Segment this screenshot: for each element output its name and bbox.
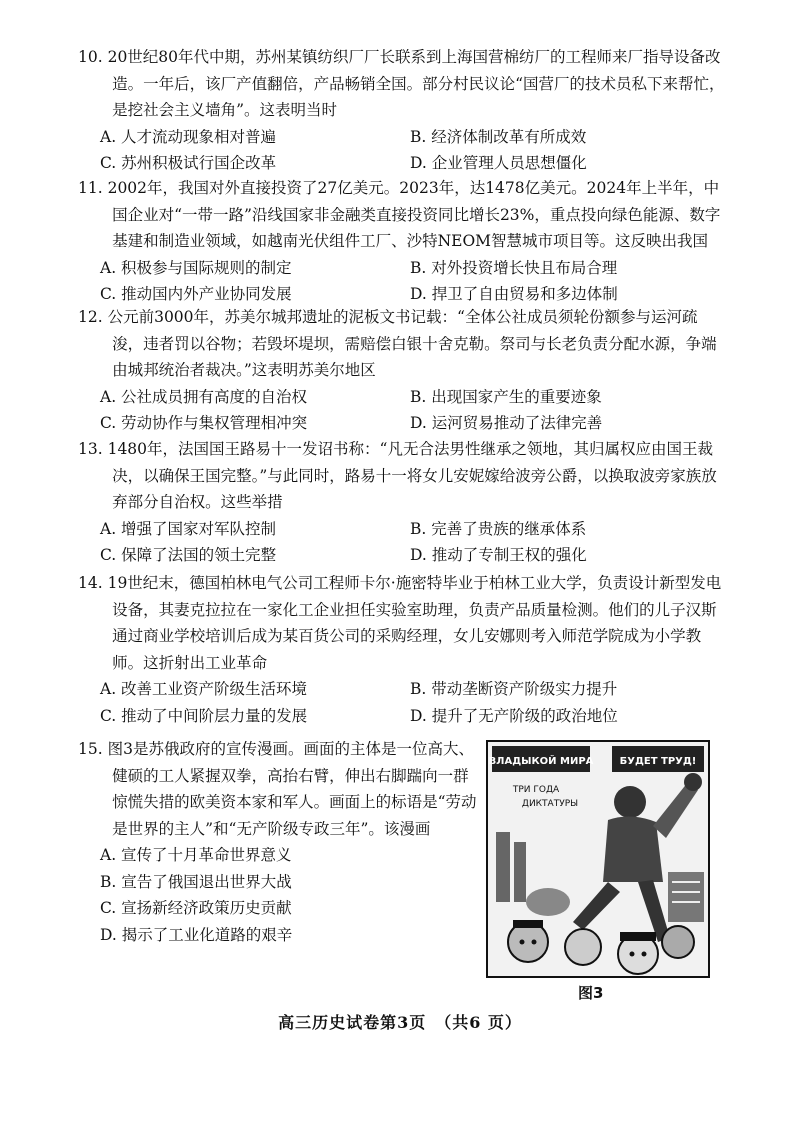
options: [100, 255, 728, 308]
question-stem: 13. 1480年，法国国王路易十一发诏书称：“凡无合法男性继承之领地，其归属权应由国王裁决，以确保王国完整。”与此同时，路易十一将女儿安妮嫁给波旁公爵，以换取波旁家族放弃部分自治权。这些举措: [78, 440, 717, 511]
poster-illustration: [488, 742, 708, 976]
option-d: D. 揭示了工业化道路的艰辛: [100, 925, 293, 944]
options: [100, 676, 728, 729]
option-b: B. 完善了贵族的继承体系: [410, 519, 587, 538]
option-d: D. 企业管理人员思想僵化: [410, 154, 587, 172]
option-d: D. 推动了专制王权的强化: [410, 546, 587, 564]
option-a: A. 改善工业资产阶级生活环境: [100, 680, 308, 698]
option-d: D. 提升了无产阶级的政治地位: [410, 706, 618, 725]
option-b: B. 宣告了俄国退出世界大战: [100, 872, 292, 891]
question-13: [78, 436, 728, 569]
option-b: B. 出现国家产生的重要迹象: [410, 387, 602, 406]
poster-slogan-2: БУДЕТ ТРУД!: [619, 756, 697, 767]
propaganda-poster-figure: [486, 740, 710, 978]
poster-slogan-1: ВЛАДЫКОЙ МИРА: [488, 756, 594, 767]
option-d: D. 捍卫了自由贸易和多边体制: [410, 285, 618, 303]
question-10: [78, 44, 728, 177]
option-a: A. 公社成员拥有高度的自治权: [100, 387, 308, 406]
question-15: [78, 736, 478, 948]
option-a: A. 宣传了十月革命世界意义: [100, 846, 292, 864]
option-a: A. 人才流动现象相对普遍: [100, 127, 277, 146]
option-b: B. 对外投资增长快且布局合理: [410, 258, 618, 277]
options: [100, 516, 728, 569]
question-14: [78, 570, 728, 729]
option-c: C. 推动了中间阶层力量的发展: [100, 706, 308, 725]
question-stem: 10. 20世纪80年代中期，苏州某镇纺织厂厂长联系到上海国营棉纺厂的工程师来厂指导设备改造。一年后，该厂产值翻倍，产品畅销全国。部分村民议论“国营厂的技术员私下来帮忙，是挖社会主义墙角”。这表明当时: [78, 48, 725, 119]
question-12: [78, 304, 728, 437]
question-stem: 11. 2002年，我国对外直接投资了27亿美元。2023年，达1478亿美元。2024年上半年，中国企业对“一带一路”沿线国家非金融类直接投资同比增长23%，重点投向绿色能源、数字基建和制造业领域，如越南光伏组件工厂、沙特NEOM智慧城市项目等。这反映出我国: [78, 179, 721, 250]
question-stem: 15. 图3是苏俄政府的宣传漫画。画面的主体是一位高大、健硕的工人紧握双拳，高抬右臂，伸出右脚踹向一群惊慌失措的欧美资本家和军人。画面上的标语是“劳动是世界的主人”和“无产阶级专政三年”。该漫画: [78, 740, 477, 838]
page-footer: 高三历史试卷第3页 （共6 页）: [278, 1013, 522, 1032]
poster-slogan-3: ТРИ ГОДА: [512, 785, 560, 795]
option-c: C. 推动国内外产业协同发展: [100, 285, 292, 303]
option-a: A. 积极参与国际规则的制定: [100, 258, 292, 277]
options: [100, 842, 478, 948]
option-c: C. 宣扬新经济政策历史贡献: [100, 899, 292, 917]
question-stem: 14. 19世纪末，德国柏林电气公司工程师卡尔·施密特毕业于柏林工业大学，负责设计新型发电设备，其妻克拉拉在一家化工企业担任实验室助理，负责产品质量检测。他们的儿子汉斯通过商业学校培训后成为某百货公司的采购经理，女儿安娜则考入师范学院成为小学教师。这折射出工业革命: [78, 574, 722, 672]
option-d: D. 运河贸易推动了法律完善: [410, 414, 603, 432]
option-b: B. 经济体制改革有所成效: [410, 127, 587, 146]
option-c: C. 劳动协作与集权管理相冲突: [100, 414, 308, 432]
figure-caption: 图3: [578, 984, 604, 1002]
question-stem: 12. 公元前3000年，苏美尔城邦遗址的泥板文书记载：“全体公社成员须轮份额参与运河疏浚，违者罚以谷物；若毁坏堤坝，需赔偿白银十舍克勒。祭司与长老负责分配水源，争端由城邦统治者裁决。”这表明苏美尔地区: [78, 308, 717, 379]
question-11: [78, 175, 728, 308]
options: [100, 384, 728, 437]
option-b: B. 带动垄断资产阶级实力提升: [410, 680, 618, 698]
options: [100, 124, 728, 177]
option-c: C. 保障了法国的领土完整: [100, 546, 277, 564]
option-c: C. 苏州积极试行国企改革: [100, 154, 277, 172]
option-a: A. 增强了国家对军队控制: [100, 519, 277, 538]
poster-slogan-4: ДИКТАТУРЫ: [521, 799, 579, 809]
